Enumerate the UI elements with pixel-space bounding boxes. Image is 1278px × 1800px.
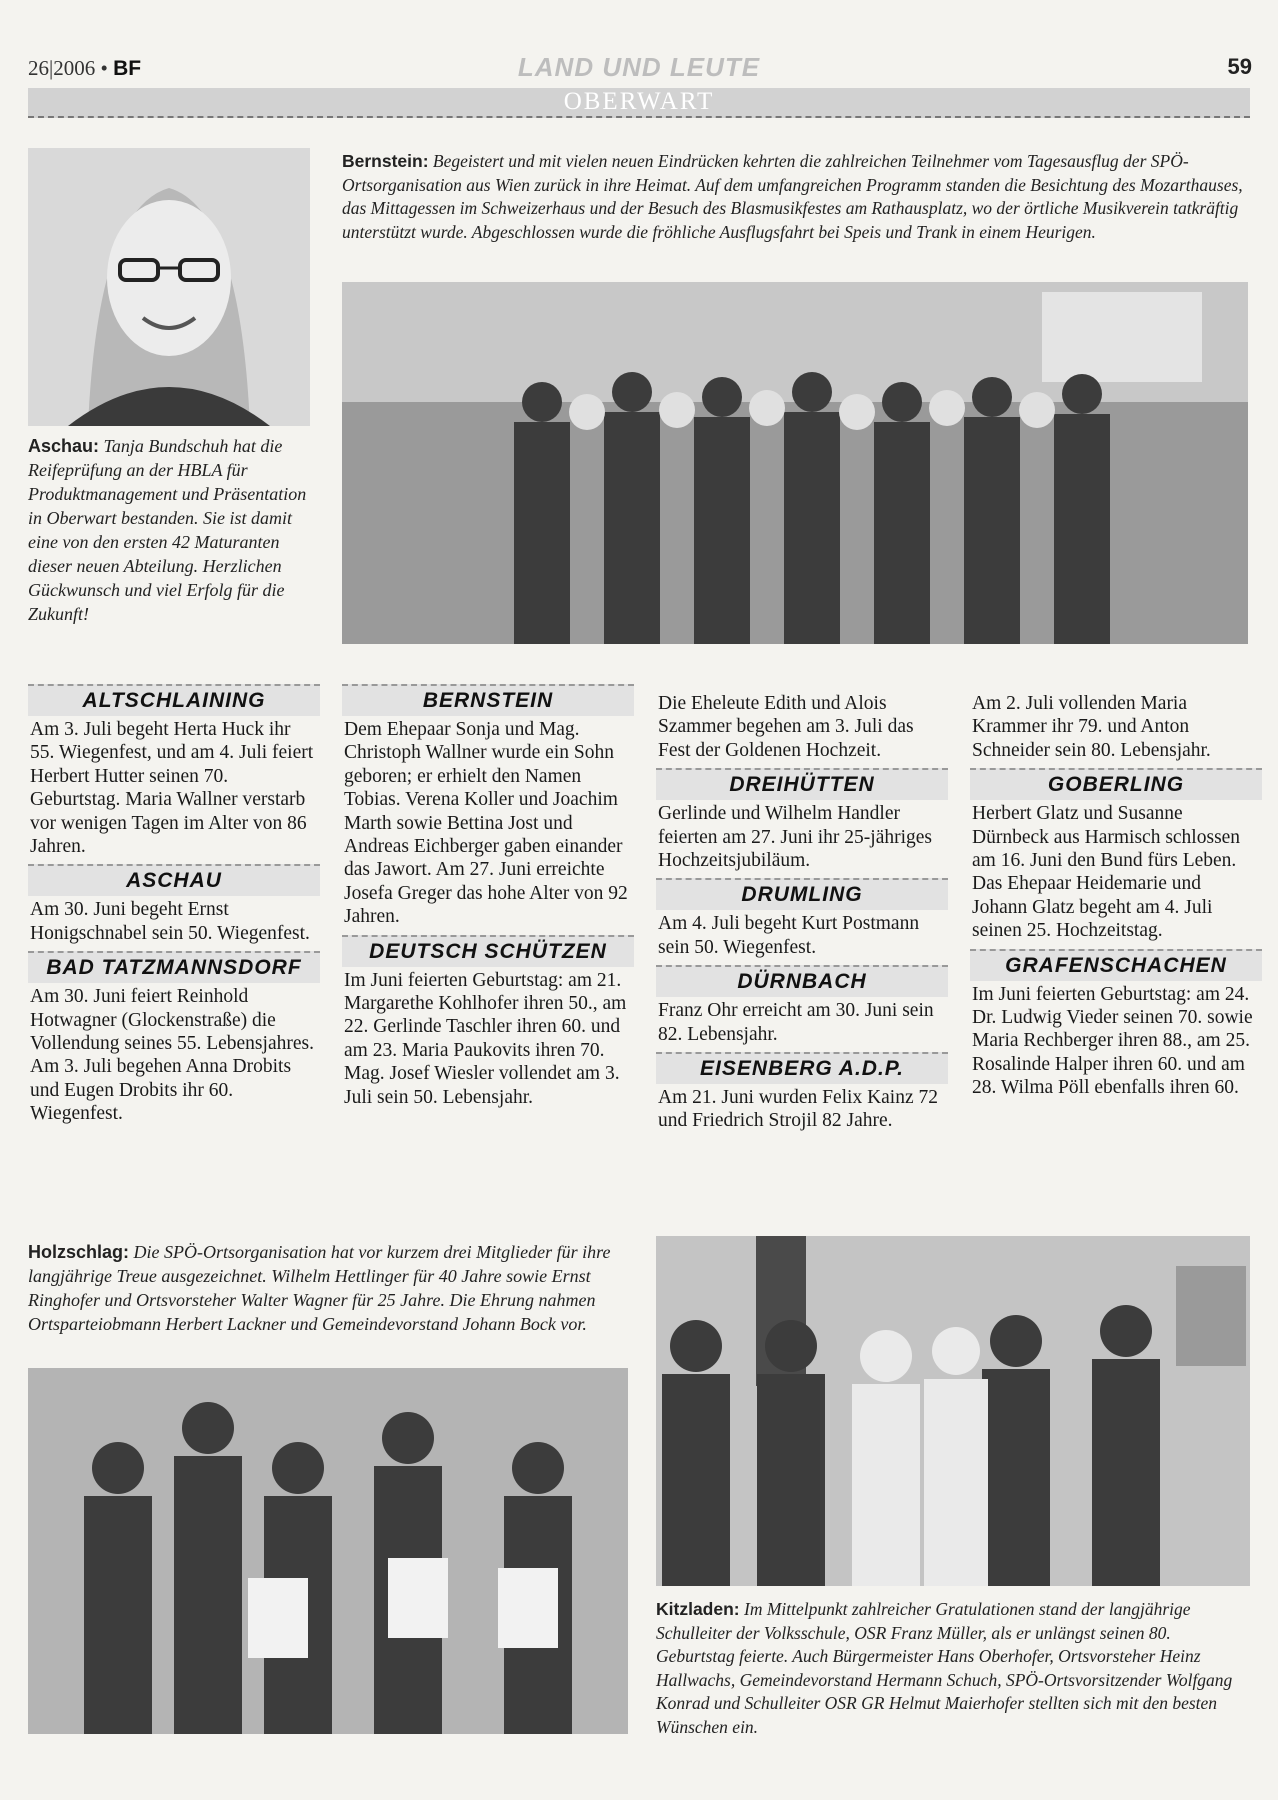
column-3 bbox=[656, 690, 948, 1139]
column-1 bbox=[28, 678, 320, 1132]
holzschlag-place: Holzschlag: bbox=[28, 1242, 130, 1262]
aschau-text: Tanja Bundschuh hat die Reifeprüfung an der HBLA für Produktmanagement und Präsentation in Oberwart bestanden. Sie ist damit eine von den ersten 42 Maturanten dieser neuen Abteilung. Herzlichen Gückwunsch und viel Erfolg für die Zukunft! bbox=[28, 436, 307, 624]
heading-bernstein: BERNSTEIN bbox=[342, 684, 634, 716]
paper-name: BF bbox=[113, 57, 142, 80]
portrait-photo bbox=[28, 148, 310, 426]
text-altschlaining: Am 3. Juli begeht Herta Huck ihr 55. Wiegenfest, und am 4. Juli feiert Herbert Hutter seinen 70. Geburtstag. Maria Wallner verstarb vor wenigen Tagen im Alter von 86 Jahren. bbox=[30, 719, 314, 858]
holzschlag-text: Die SPÖ-Ortsorganisation hat vor kurzem drei Mitglieder für ihre langjährige Treue ausgezeichnet. Wilhelm Hettlinger für 40 Jahre sowie Ernst Ringhofer und Ortsvorsteher Walter Wagner für 25 Jahre. Die Ehrung nahmen Ortsparteiobmann Herbert Lackner und Gemeindevorstand Johann Bock vor. bbox=[28, 1242, 611, 1334]
text-eisenberg: Am 21. Juni wurden Felix Kainz 72 und Friedrich Strojil 82 Jahre. bbox=[658, 1087, 939, 1132]
text-deutsch-schuetzen: Im Juni feierten Geburtstag: am 21. Margarethe Kohlhofer ihren 50., am 22. Gerlinde Taschler ihren 60. und am 23. Maria Paukovits ihren 70. Mag. Josef Wiesler vollendet am 3. Juli sein 50. Lebensjahr. bbox=[344, 969, 627, 1108]
issue-number: 26|2006 • bbox=[28, 56, 108, 80]
holzschlag-photo bbox=[28, 1368, 628, 1734]
aschau-caption bbox=[28, 434, 313, 626]
text-grafenschachen: Im Juni feierten Geburtstag: am 24. Dr. Ludwig Vieder seinen 70. sowie Maria Rechberger ihren 88., am 25. Rosalinde Halper ihren 60. und am 28. Wilma Pöll ebenfalls ihren 60. bbox=[972, 983, 1253, 1099]
text-bernstein: Dem Ehepaar Sonja und Mag. Christoph Wallner wurde ein Sohn geboren; er erhielt den Namen Tobias. Verena Koller und Joachim Marth sowie Bettina Jost und Andreas Eichberger gaben einander das Jawort. Am 27. Juni erreichte Josefa Greger das hohe Alter von 92 Jahren. bbox=[344, 719, 628, 928]
award-figures-icon bbox=[28, 1368, 628, 1734]
region-bar bbox=[28, 88, 1250, 118]
heading-grafenschachen: GRAFENSCHACHEN bbox=[970, 949, 1262, 981]
holzschlag-caption bbox=[28, 1240, 628, 1336]
bernstein-place: Bernstein: bbox=[342, 151, 429, 171]
heading-bad-tatzmannsdorf: BAD TATZMANNSDORF bbox=[28, 951, 320, 983]
text-duernbach: Franz Ohr erreicht am 30. Juni sein 82. Lebensjahr. bbox=[658, 1000, 934, 1045]
section-title: LAND UND LEUTE bbox=[517, 52, 761, 82]
heading-dreihuetten: DREIHÜTTEN bbox=[656, 768, 948, 800]
text-aschau: Am 30. Juni begeht Ernst Honigschnabel sein 50. Wiegenfest. bbox=[30, 899, 310, 944]
text-szammer: Die Eheleute Edith und Alois Szammer begehen am 3. Juli das Fest der Goldenen Hochzeit. bbox=[658, 693, 914, 761]
text-bad-tatzmannsdorf: Am 30. Juni feiert Reinhold Hotwagner (Glockenstraße) die Vollendung seines 55. Lebensjahres. Am 3. Juli begehen Anna Drobits und Eugen Drobits ihr 60. Wiegenfest. bbox=[30, 986, 314, 1125]
kitzladen-caption bbox=[656, 1598, 1250, 1739]
column-4 bbox=[970, 690, 1262, 1106]
text-krammer: Am 2. Juli vollenden Maria Krammer ihr 79. und Anton Schneider sein 80. Lebensjahr. bbox=[972, 693, 1211, 761]
page-number: 59 bbox=[1227, 54, 1252, 79]
heading-duernbach: DÜRNBACH bbox=[656, 965, 948, 997]
bernstein-caption bbox=[342, 150, 1246, 244]
celebration-figures-icon bbox=[656, 1236, 1250, 1586]
text-drumling: Am 4. Juli begeht Kurt Postmann sein 50. Wiegenfest. bbox=[658, 913, 920, 958]
portrait-figure-icon bbox=[28, 148, 310, 426]
aschau-place: Aschau: bbox=[28, 436, 100, 456]
bernstein-text: Begeistert und mit vielen neuen Eindrücken kehrten die zahlreichen Teilnehmer vom Tagesausflug der SPÖ-Ortsorganisation aus Wien zurück in ihre Heimat. Auf dem umfangreichen Programm standen die Besichtung des Mozarthauses, das Mittagessen im Schweizerhaus und der Besuch des Blasmusikfestes am Rathausplatz, wo der örtliche Musikverein tatkräftig unterstützt wurde. Abgeschlossen wurde die fröhliche Ausflugsfahrt bei Speis und Trank in einem Heurigen. bbox=[342, 151, 1243, 242]
bernstein-group-photo bbox=[342, 282, 1248, 644]
column-2 bbox=[342, 678, 634, 1115]
kitzladen-photo bbox=[656, 1236, 1250, 1586]
group-figures-icon bbox=[342, 282, 1248, 644]
heading-altschlaining: ALTSCHLAINING bbox=[28, 684, 320, 716]
heading-drumling: DRUMLING bbox=[656, 878, 948, 910]
region-title: OBERWART bbox=[563, 88, 715, 115]
text-goberling: Herbert Glatz und Susanne Dürnbeck aus Harmisch schlossen am 16. Juni den Bund fürs Leben. Das Ehepaar Heidemarie und Johann Glatz begeht am 4. Juli seinen 25. Hochzeitstag. bbox=[972, 803, 1241, 942]
heading-deutsch-schuetzen: DEUTSCH SCHÜTZEN bbox=[342, 935, 634, 967]
heading-goberling: GOBERLING bbox=[970, 768, 1262, 800]
kitzladen-text: Im Mittelpunkt zahlreicher Gratulationen stand der langjährige Schulleiter der Volksschule, OSR Franz Müller, als er unlängst seinen 80. Geburtstag feierte. Auch Bürgermeister Hans Oberhofer, Ortsvorsteher Heinz Hallwachs, Gemeindevorstand Hermann Schuch, SPÖ-Ortsvorsitzender Wolfgang Konrad und Schulleiter OSR GR Helmut Maierhofer stellten sich mit den besten Wünschen ein. bbox=[656, 1599, 1233, 1737]
heading-eisenberg: EISENBERG A.D.P. bbox=[656, 1052, 948, 1084]
text-dreihuetten: Gerlinde und Wilhelm Handler feierten am 27. Juni ihr 25-jähriges Hochzeitsjubiläum. bbox=[658, 803, 932, 872]
heading-aschau: ASCHAU bbox=[28, 864, 320, 896]
kitzladen-place: Kitzladen: bbox=[656, 1599, 740, 1619]
